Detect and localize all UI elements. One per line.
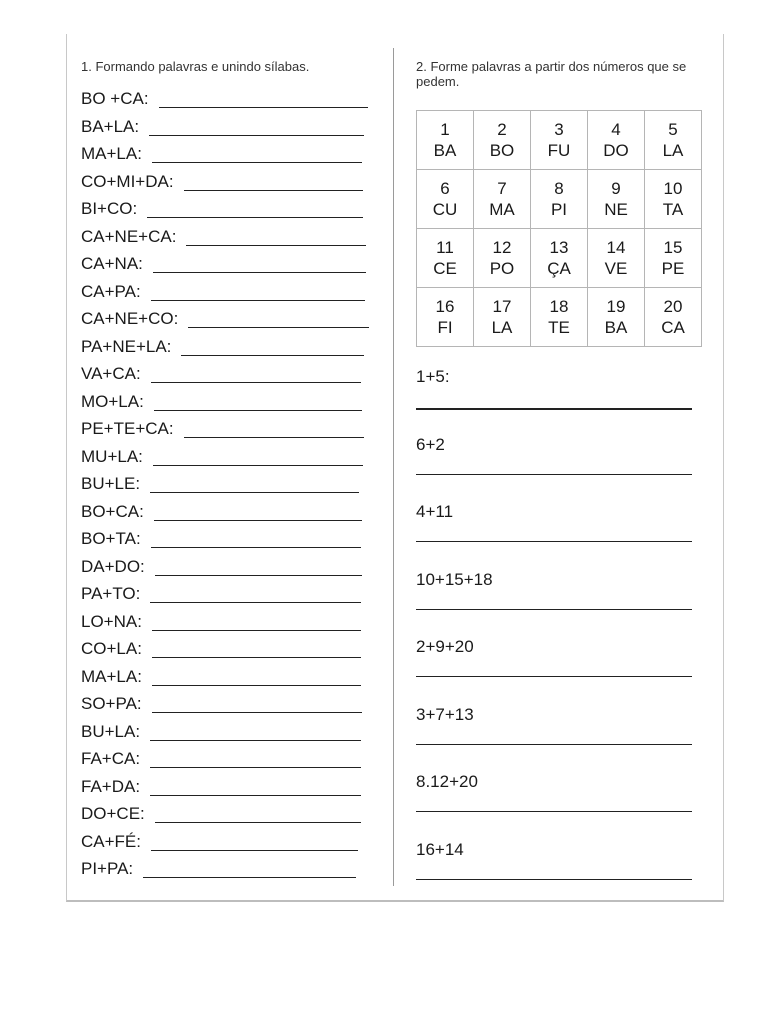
answer-line[interactable] [416, 744, 692, 745]
syllable-sum-label: FA+CA: [81, 749, 141, 768]
syllable-sum-label: PA+TO: [81, 584, 141, 603]
cell-number: 9 [611, 179, 621, 198]
syllable-sum-label: PA+NE+LA: [81, 336, 172, 356]
table-row [417, 111, 702, 170]
syllable-sum-label: SO+PA: [81, 694, 142, 713]
syllable-sum-label: MU+LA: [81, 446, 143, 466]
answer-line[interactable] [159, 107, 368, 108]
answer-line[interactable] [150, 492, 359, 493]
syllable-sum-label: MA+LA: [81, 144, 142, 163]
answer-line[interactable] [152, 657, 361, 658]
syllable-row [81, 143, 381, 171]
answer-line[interactable] [153, 272, 366, 273]
answer-line[interactable] [153, 465, 363, 466]
exercise-2-title: 2. Forme palavras a partir dos números que se pedem. [416, 59, 687, 89]
table-cell [417, 229, 474, 288]
answer-line[interactable] [149, 135, 364, 136]
exercise-expression: 16+14 [416, 839, 464, 859]
cell-syllable: DO [603, 141, 629, 160]
number-exercise-list [416, 366, 696, 906]
syllable-sum-label: BA+LA: [81, 116, 140, 136]
syllable-row [81, 693, 381, 721]
table-cell [474, 111, 531, 170]
table-cell [531, 288, 588, 347]
answer-line[interactable] [184, 437, 364, 438]
table-cell [645, 170, 702, 229]
cell-syllable: PI [550, 200, 568, 219]
exercise-item [416, 366, 696, 434]
syllable-sum-label: CO+LA: [81, 639, 142, 658]
syllable-row [81, 556, 381, 584]
syllable-row [81, 391, 381, 419]
table-cell [474, 288, 531, 347]
syllable-sum-label: BU+LE: [81, 474, 141, 493]
answer-line[interactable] [154, 520, 362, 521]
table-cell [474, 229, 531, 288]
syllable-sum-label: MA+LA: [81, 666, 142, 686]
table-cell [531, 229, 588, 288]
exercise-expression: 2+9+20 [416, 637, 474, 656]
table-row [417, 229, 702, 288]
exercise-item [416, 771, 696, 839]
table-cell [474, 170, 531, 229]
answer-line[interactable] [151, 382, 361, 383]
cell-syllable: CA [661, 318, 685, 337]
syllable-row [81, 831, 381, 859]
exercise-item [416, 501, 696, 569]
answer-line[interactable] [186, 245, 366, 246]
cell-number: 16 [435, 297, 455, 316]
answer-line[interactable] [152, 712, 362, 713]
syllable-sum-label: BI+CO: [81, 199, 138, 218]
table-cell [531, 170, 588, 229]
answer-line[interactable] [416, 879, 692, 880]
syllable-sum-label: BU+LA: [81, 721, 141, 741]
cell-number: 20 [663, 297, 683, 316]
table-cell [645, 229, 702, 288]
cell-syllable: FI [437, 318, 453, 337]
syllable-list [81, 88, 381, 886]
cell-number: 10 [663, 179, 683, 198]
table-cell [588, 229, 645, 288]
column-divider [393, 48, 394, 886]
syllable-row [81, 88, 381, 116]
cell-number: 8 [554, 179, 564, 198]
answer-line[interactable] [151, 850, 358, 851]
cell-syllable: NE [604, 200, 628, 219]
cell-number: 1 [440, 120, 450, 139]
cell-number: 4 [611, 120, 621, 139]
syllable-sum-label: CO+MI+DA: [81, 171, 174, 191]
table-cell [588, 170, 645, 229]
cell-syllable: CE [433, 259, 457, 278]
syllable-row [81, 253, 381, 281]
syllable-sum-label: BO +CA: [81, 89, 149, 108]
syllable-row [81, 803, 381, 831]
answer-line[interactable] [152, 685, 361, 686]
syllable-number-table [416, 110, 702, 347]
cell-syllable: PO [489, 259, 515, 278]
answer-line[interactable] [416, 811, 692, 812]
cell-syllable: BA [433, 141, 457, 160]
syllable-row [81, 281, 381, 309]
syllable-row [81, 171, 381, 199]
exercise-expression: 6+2 [416, 434, 445, 454]
syllable-row [81, 446, 381, 474]
exercise-1-title: 1. Formando palavras e unindo sílabas. [81, 59, 310, 74]
table-row [417, 170, 702, 229]
answer-line[interactable] [188, 327, 369, 328]
syllable-sum-label: CA+FÉ: [81, 831, 141, 851]
answer-line[interactable] [155, 822, 361, 823]
cell-number: 13 [549, 238, 569, 257]
answer-line[interactable] [151, 300, 365, 301]
answer-line[interactable] [152, 630, 361, 631]
table-cell [417, 170, 474, 229]
syllable-row [81, 473, 381, 501]
syllable-sum-label: CA+NE+CA: [81, 226, 177, 246]
cell-number: 3 [554, 120, 564, 139]
exercise-expression: 8.12+20 [416, 772, 478, 791]
syllable-sum-label: VA+CA: [81, 364, 141, 383]
answer-line[interactable] [147, 217, 363, 218]
table-cell [588, 288, 645, 347]
syllable-sum-label: MO+LA: [81, 391, 144, 411]
syllable-sum-label: PI+PA: [81, 859, 134, 878]
cell-number: 12 [492, 238, 512, 257]
cell-number: 15 [663, 238, 683, 257]
syllable-row [81, 528, 381, 556]
cell-number: 14 [606, 238, 626, 257]
cell-syllable: CU [432, 200, 458, 219]
syllable-row [81, 638, 381, 666]
cell-syllable: BA [604, 318, 628, 337]
syllable-sum-label: BO+CA: [81, 501, 144, 521]
cell-syllable: ÇA [547, 259, 571, 278]
cell-number: 5 [668, 120, 678, 139]
syllable-sum-label: CA+NE+CO: [81, 309, 179, 328]
exercise-expression: 1+5: [416, 367, 450, 386]
answer-line[interactable] [150, 740, 361, 741]
answer-line[interactable] [155, 575, 362, 576]
table-cell [417, 288, 474, 347]
cell-syllable: PE [661, 259, 685, 278]
cell-syllable: TA [662, 200, 684, 219]
syllable-row [81, 583, 381, 611]
answer-line[interactable] [184, 190, 363, 191]
answer-line[interactable] [154, 410, 362, 411]
cell-number: 11 [436, 238, 454, 257]
table-cell [531, 111, 588, 170]
answer-line[interactable] [181, 355, 364, 356]
cell-syllable: VE [604, 259, 628, 278]
syllable-row [81, 748, 381, 776]
answer-line[interactable] [152, 162, 362, 163]
syllable-sum-label: CA+NA: [81, 254, 143, 273]
syllable-sum-label: DA+DO: [81, 556, 145, 576]
syllable-row [81, 858, 381, 886]
cell-number: 7 [497, 179, 507, 198]
syllable-row [81, 611, 381, 639]
cell-syllable: LA [662, 141, 684, 160]
syllable-row [81, 776, 381, 804]
answer-line[interactable] [416, 474, 692, 475]
cell-number: 18 [549, 297, 569, 316]
syllable-row [81, 198, 381, 226]
syllable-row [81, 666, 381, 694]
exercise-item [416, 704, 696, 772]
answer-line[interactable] [150, 767, 361, 768]
cell-number: 6 [440, 179, 450, 198]
exercise-item [416, 839, 696, 907]
cell-syllable: LA [491, 318, 513, 337]
syllable-sum-label: LO+NA: [81, 611, 142, 631]
answer-line[interactable] [416, 408, 692, 410]
exercise-expression: 3+7+13 [416, 704, 474, 724]
cell-number: 17 [492, 297, 512, 316]
exercise-item [416, 636, 696, 704]
answer-line[interactable] [150, 602, 361, 603]
cell-syllable: BO [489, 141, 515, 160]
answer-line[interactable] [150, 795, 361, 796]
exercise-expression: 10+15+18 [416, 569, 493, 589]
syllable-row [81, 308, 381, 336]
syllable-row [81, 336, 381, 364]
syllable-row [81, 226, 381, 254]
syllable-sum-label: FA+DA: [81, 776, 141, 796]
answer-line[interactable] [151, 547, 361, 548]
answer-line[interactable] [416, 676, 692, 677]
answer-line[interactable] [416, 609, 692, 610]
exercise-item [416, 434, 696, 502]
syllable-row [81, 418, 381, 446]
table-cell [588, 111, 645, 170]
answer-line[interactable] [416, 541, 692, 542]
syllable-sum-label: DO+CE: [81, 804, 145, 823]
table-cell [417, 111, 474, 170]
cell-number: 2 [497, 120, 507, 139]
syllable-sum-label: PE+TE+CA: [81, 419, 174, 438]
syllable-row [81, 363, 381, 391]
cell-syllable: TE [548, 318, 570, 337]
answer-line[interactable] [143, 877, 356, 878]
syllable-row [81, 116, 381, 144]
cell-syllable: MA [489, 200, 515, 219]
syllable-sum-label: BO+TA: [81, 529, 141, 548]
syllable-row [81, 501, 381, 529]
syllable-row [81, 721, 381, 749]
table-row [417, 288, 702, 347]
table-cell [645, 111, 702, 170]
cell-syllable: FU [547, 141, 571, 160]
cell-number: 19 [606, 297, 626, 316]
exercise-expression: 4+11 [416, 502, 454, 521]
syllable-sum-label: CA+PA: [81, 281, 141, 301]
exercise-item [416, 569, 696, 637]
table-cell [645, 288, 702, 347]
